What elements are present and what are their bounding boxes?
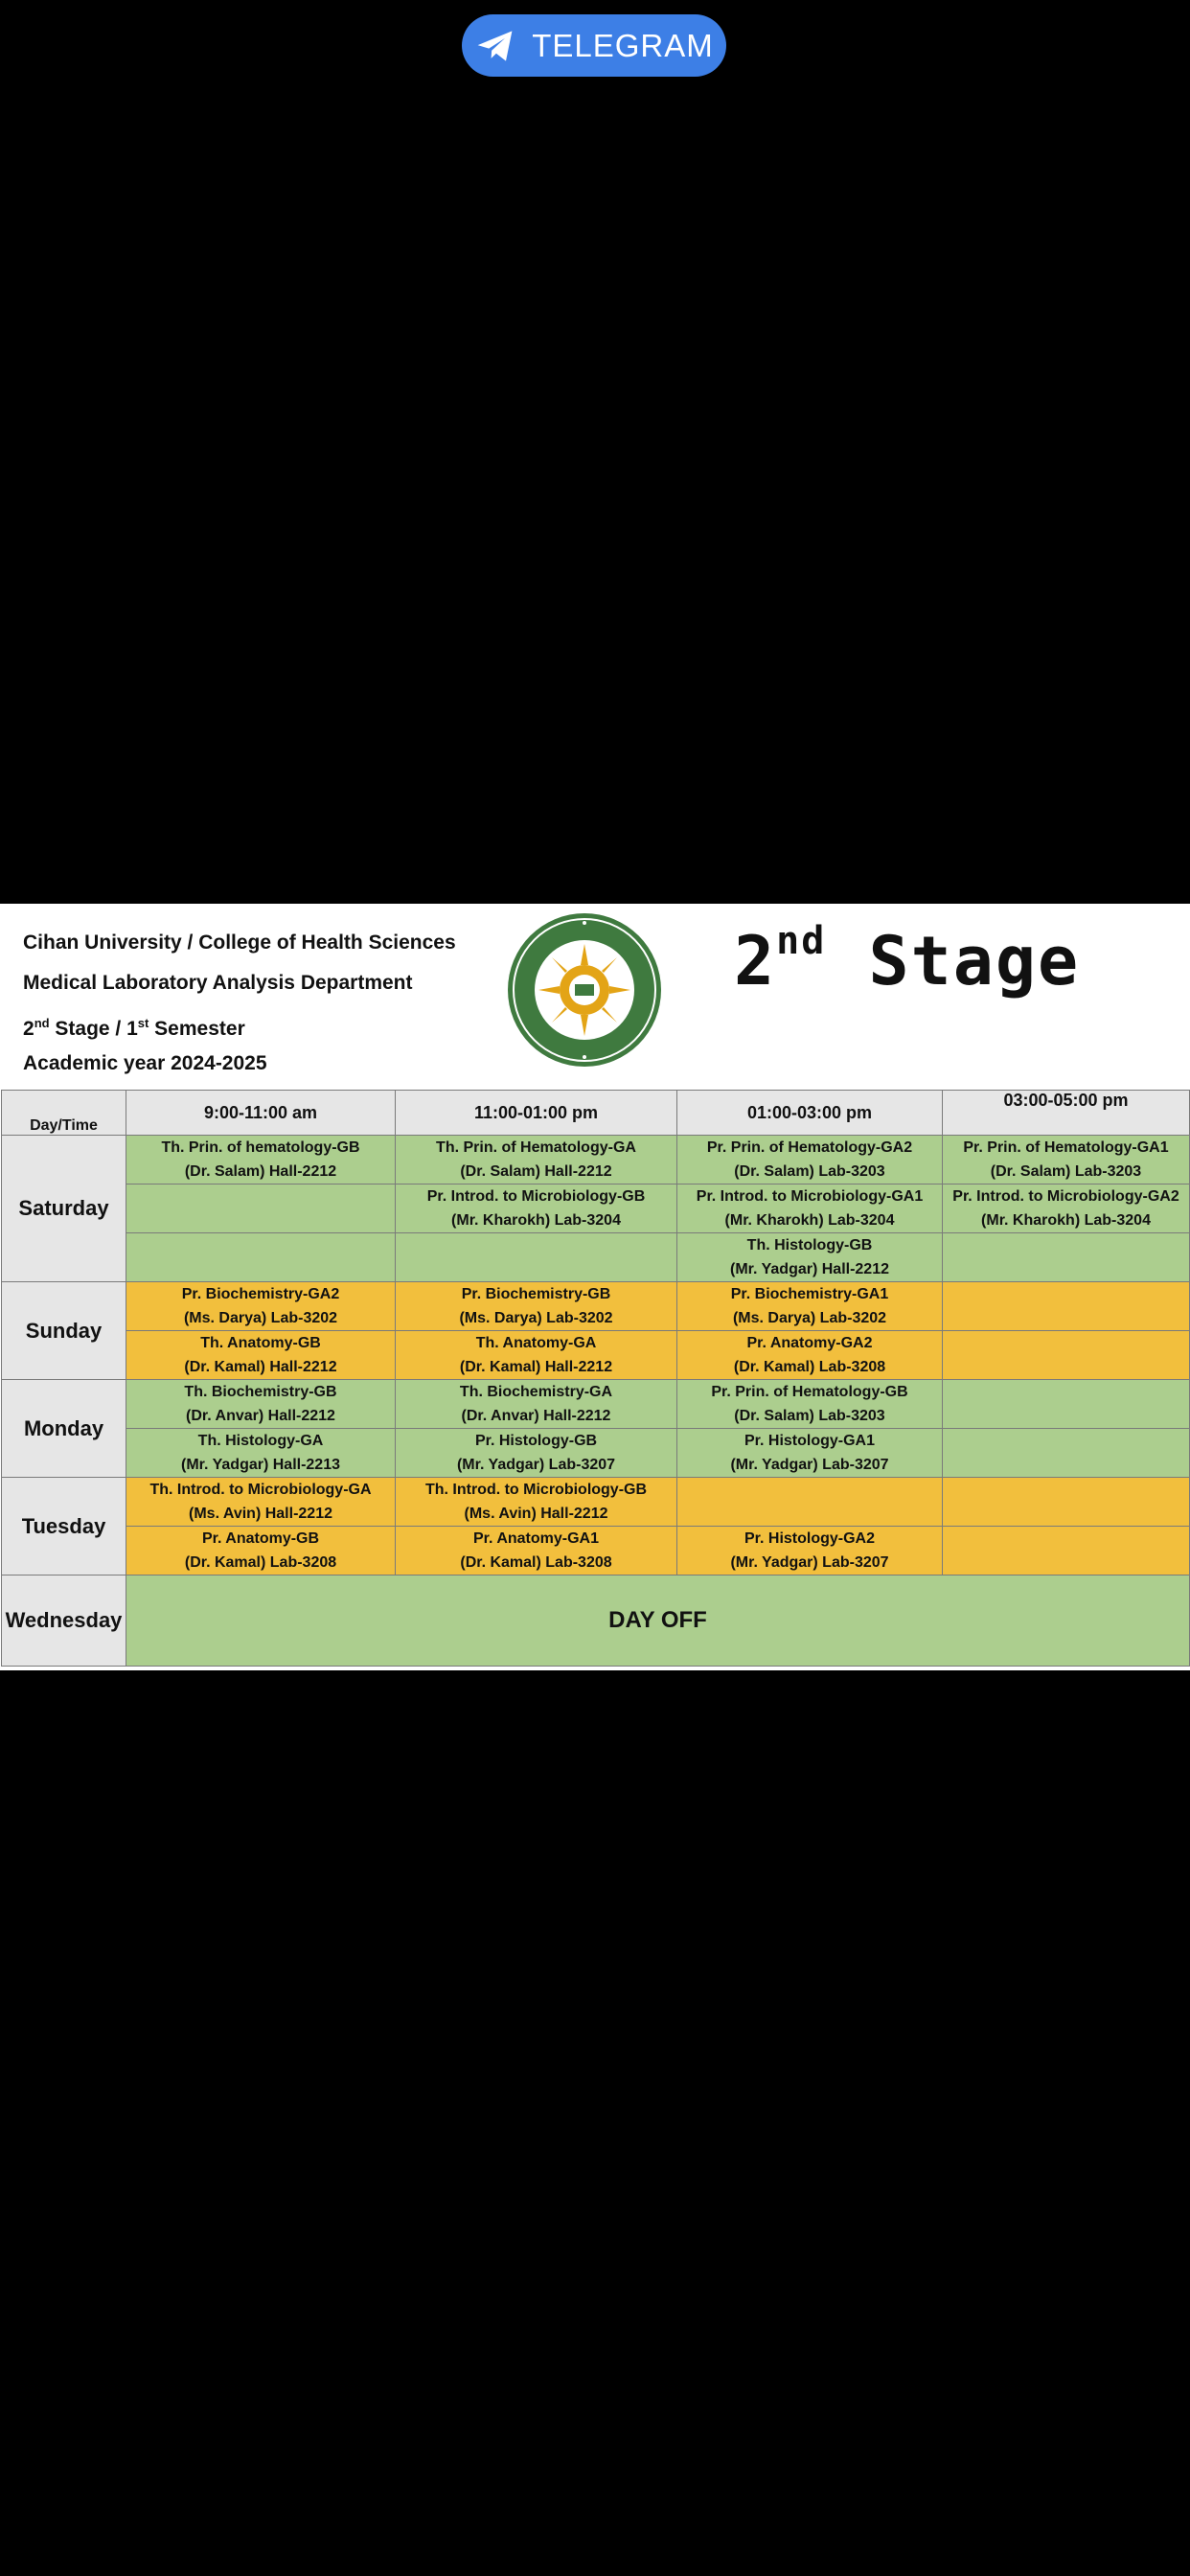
time-header: 01:00-03:00 pm — [677, 1091, 943, 1136]
class-cell: Pr. Histology-GA1 (Mr. Yadgar) Lab-3207 — [677, 1429, 943, 1478]
table-row — [2, 1282, 1190, 1331]
class-cell — [943, 1380, 1190, 1429]
class-cell: Pr. Prin. of Hematology-GA1 (Dr. Salam) Lab-3203 — [943, 1136, 1190, 1184]
time-header: 03:00-05:00 pm — [943, 1091, 1190, 1136]
class-cell — [396, 1233, 677, 1282]
class-cell: Pr. Biochemistry-GB (Ms. Darya) Lab-3202 — [396, 1282, 677, 1331]
class-cell: Th. Anatomy-GB (Dr. Kamal) Hall-2212 — [126, 1331, 396, 1380]
time-header: 11:00-01:00 pm — [396, 1091, 677, 1136]
day-monday: Monday — [2, 1380, 126, 1478]
table-row — [2, 1429, 1190, 1478]
table-header-row — [2, 1091, 1190, 1136]
class-cell — [126, 1233, 396, 1282]
table-row — [2, 1136, 1190, 1184]
class-cell: Pr. Prin. of Hematology-GA2 (Dr. Salam) Lab-3203 — [677, 1136, 943, 1184]
class-cell — [943, 1527, 1190, 1576]
table-row — [2, 1527, 1190, 1576]
class-cell: Th. Biochemistry-GB (Dr. Anvar) Hall-2212 — [126, 1380, 396, 1429]
class-cell — [943, 1478, 1190, 1527]
class-cell: Pr. Anatomy-GB (Dr. Kamal) Lab-3208 — [126, 1527, 396, 1576]
class-cell: Th. Biochemistry-GA (Dr. Anvar) Hall-2212 — [396, 1380, 677, 1429]
class-cell: Pr. Anatomy-GA1 (Dr. Kamal) Lab-3208 — [396, 1527, 677, 1576]
day-sunday: Sunday — [2, 1282, 126, 1380]
schedule-document — [0, 904, 1190, 1670]
table-row — [2, 1233, 1190, 1282]
class-cell — [943, 1331, 1190, 1380]
stage-title: 2nd Stage — [734, 919, 1081, 1000]
class-cell — [126, 1184, 396, 1233]
class-cell: Pr. Introd. to Microbiology-GA2 (Mr. Kharokh) Lab-3204 — [943, 1184, 1190, 1233]
day-wednesday: Wednesday — [2, 1576, 126, 1667]
class-cell — [943, 1429, 1190, 1478]
table-row — [2, 1184, 1190, 1233]
day-off-cell: DAY OFF — [126, 1576, 1190, 1667]
telegram-icon — [474, 25, 516, 67]
class-cell: Th. Histology-GB (Mr. Yadgar) Hall-2212 — [677, 1233, 943, 1282]
academic-year-line: Academic year 2024-2025 — [23, 1052, 267, 1074]
time-header: 9:00-11:00 am — [126, 1091, 396, 1136]
university-line: Cihan University / College of Health Sciences — [23, 932, 456, 954]
table-row — [2, 1576, 1190, 1667]
table-row — [2, 1478, 1190, 1527]
university-logo — [506, 911, 663, 1069]
class-cell — [943, 1282, 1190, 1331]
class-cell: Pr. Biochemistry-GA2 (Ms. Darya) Lab-3202 — [126, 1282, 396, 1331]
class-cell: Th. Prin. of Hematology-GA (Dr. Salam) Hall-2212 — [396, 1136, 677, 1184]
class-cell: Pr. Histology-GB (Mr. Yadgar) Lab-3207 — [396, 1429, 677, 1478]
class-cell — [677, 1478, 943, 1527]
class-cell: Pr. Introd. to Microbiology-GB (Mr. Kharokh) Lab-3204 — [396, 1184, 677, 1233]
telegram-button[interactable] — [462, 14, 726, 77]
class-cell: Th. Introd. to Microbiology-GA (Ms. Avin) Hall-2212 — [126, 1478, 396, 1527]
class-cell: Pr. Prin. of Hematology-GB (Dr. Salam) Lab-3203 — [677, 1380, 943, 1429]
department-line: Medical Laboratory Analysis Department — [23, 972, 413, 994]
class-cell: Th. Anatomy-GA (Dr. Kamal) Hall-2212 — [396, 1331, 677, 1380]
class-cell: Pr. Anatomy-GA2 (Dr. Kamal) Lab-3208 — [677, 1331, 943, 1380]
table-row — [2, 1331, 1190, 1380]
table-row — [2, 1380, 1190, 1429]
stage-semester-line: 2nd Stage / 1st Semester — [23, 1016, 245, 1040]
class-cell: Pr. Histology-GA2 (Mr. Yadgar) Lab-3207 — [677, 1527, 943, 1576]
document-header — [23, 923, 456, 1084]
class-cell: Pr. Biochemistry-GA1 (Ms. Darya) Lab-3202 — [677, 1282, 943, 1331]
class-cell: Pr. Introd. to Microbiology-GA1 (Mr. Kharokh) Lab-3204 — [677, 1184, 943, 1233]
class-cell — [943, 1233, 1190, 1282]
day-saturday: Saturday — [2, 1136, 126, 1282]
class-cell: Th. Histology-GA (Mr. Yadgar) Hall-2213 — [126, 1429, 396, 1478]
day-tuesday: Tuesday — [2, 1478, 126, 1576]
class-cell: Th. Prin. of hematology-GB (Dr. Salam) Hall-2212 — [126, 1136, 396, 1184]
class-cell: Th. Introd. to Microbiology-GB (Ms. Avin) Hall-2212 — [396, 1478, 677, 1527]
corner-header: Day/Time — [2, 1091, 126, 1136]
schedule-table — [1, 1090, 1190, 1667]
telegram-label: TELEGRAM — [532, 27, 714, 63]
